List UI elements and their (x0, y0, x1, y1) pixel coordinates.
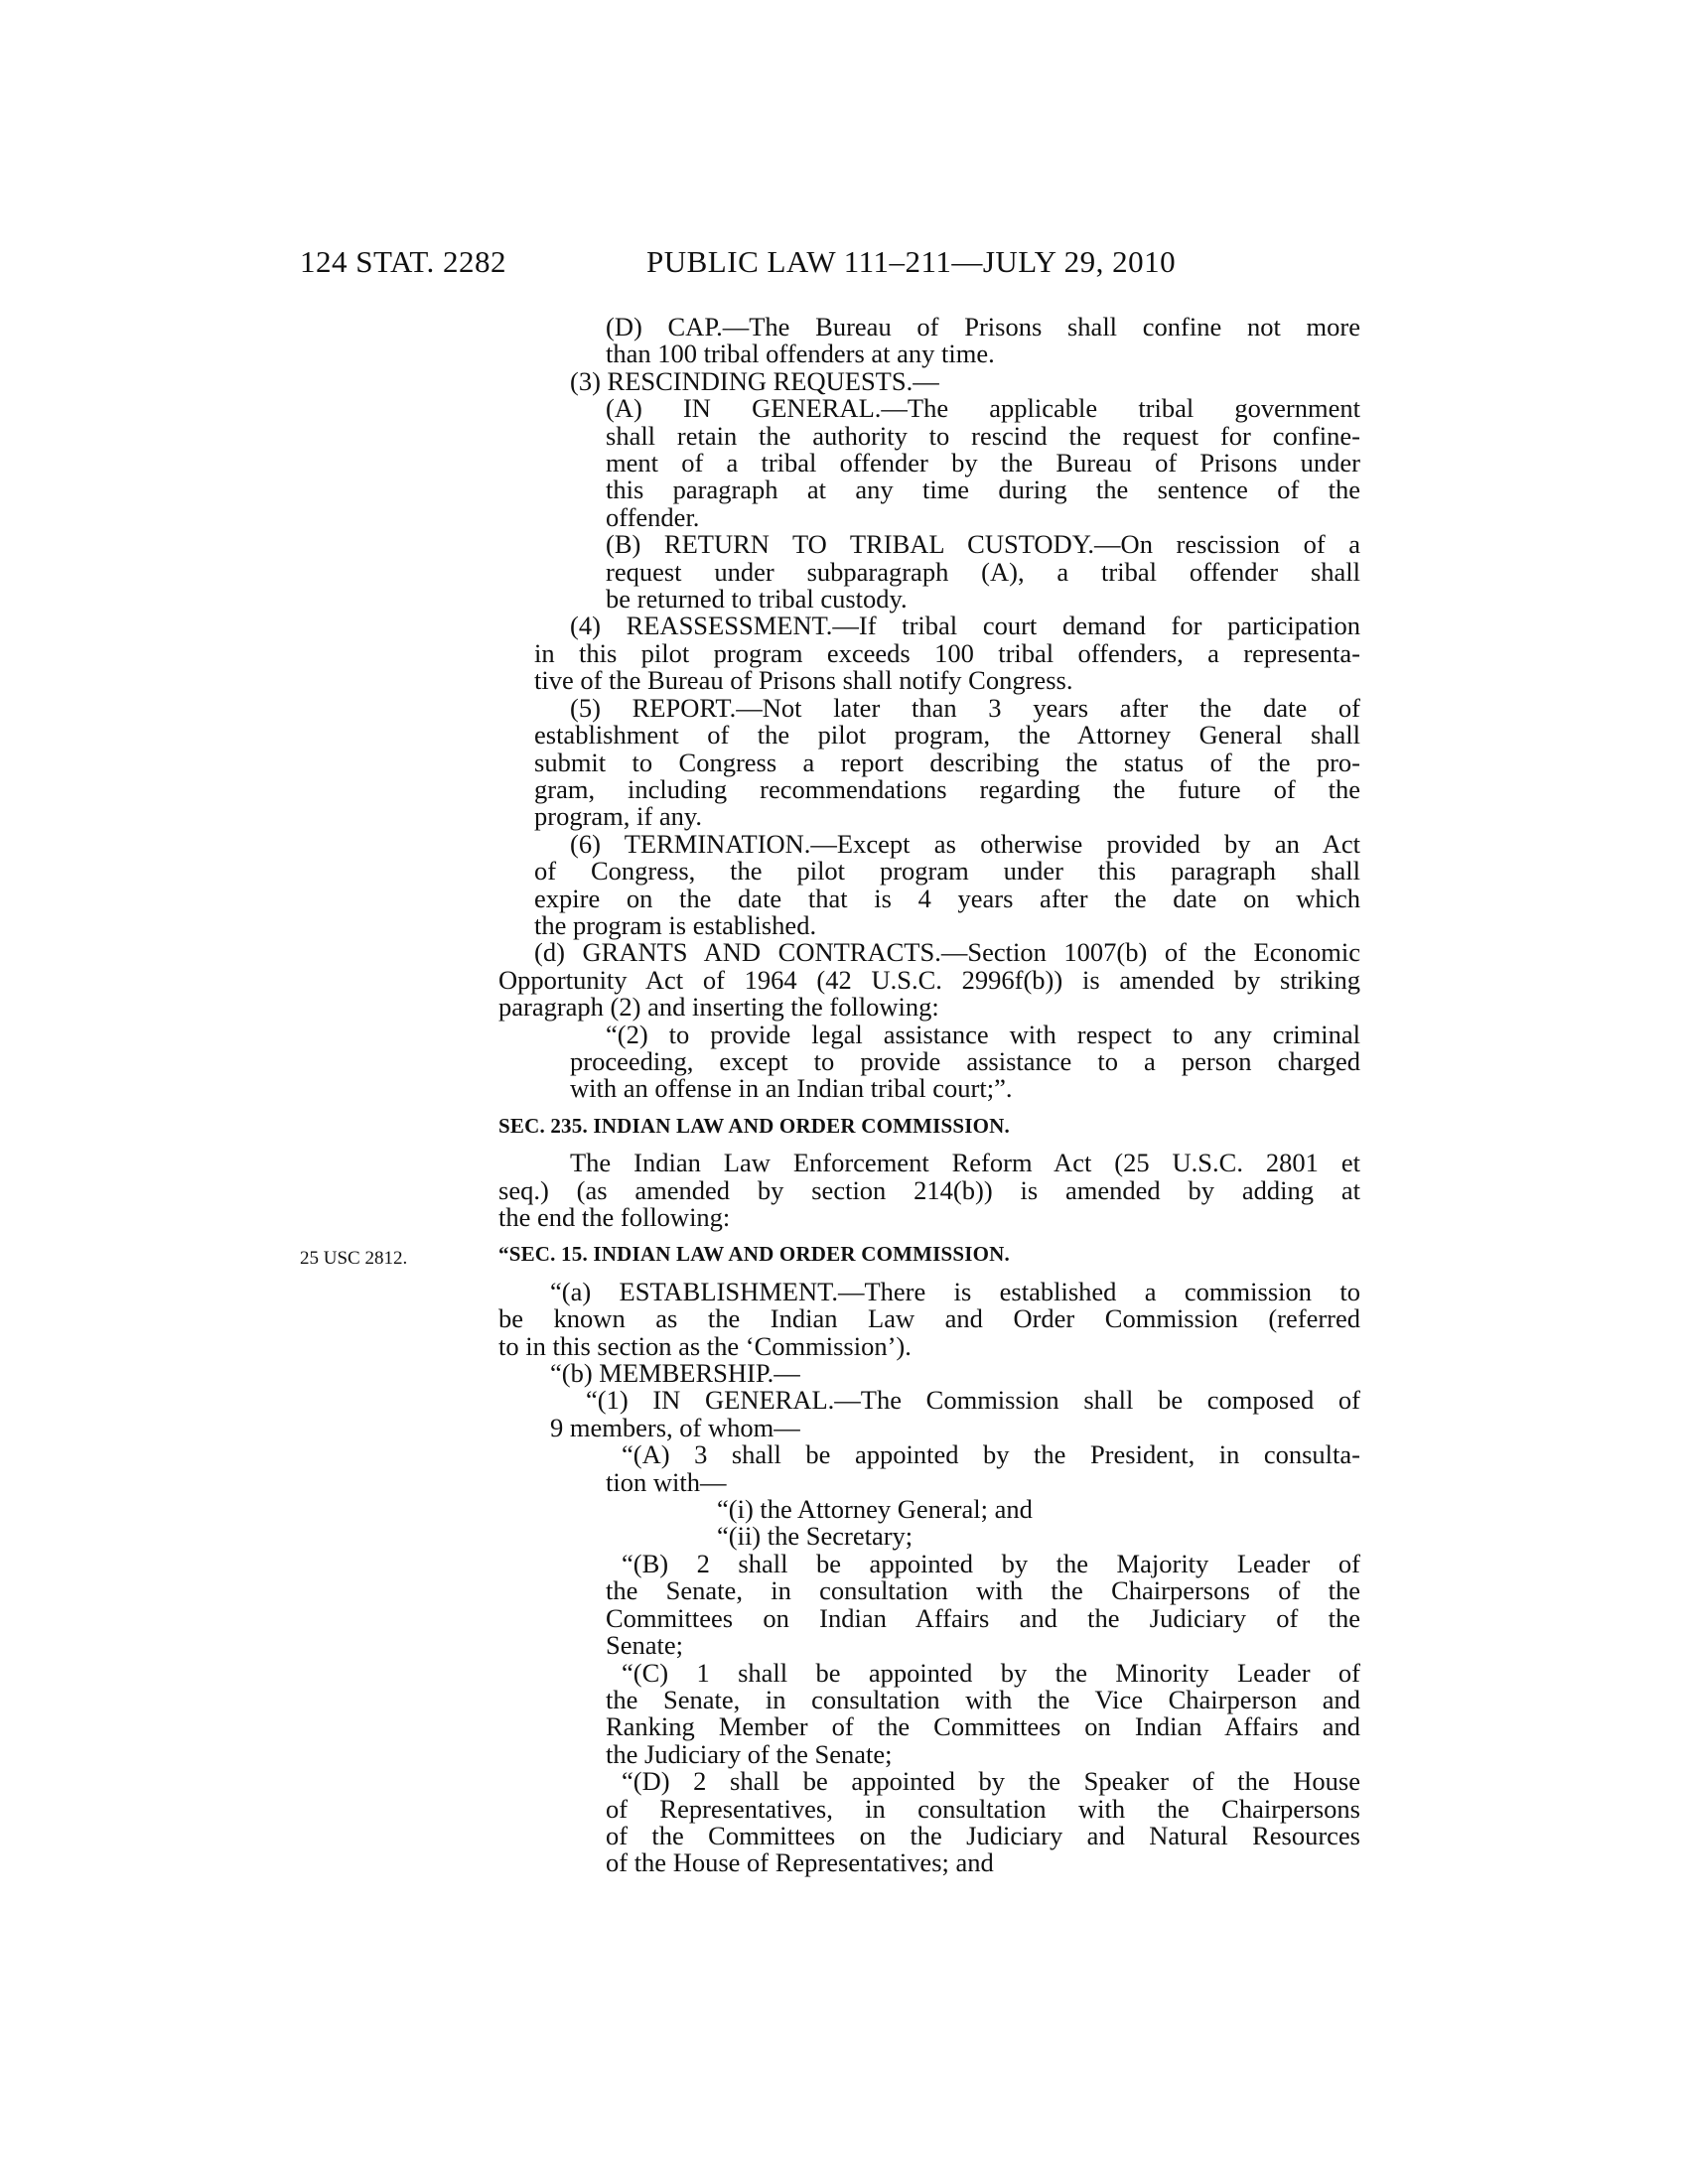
text-line: establishment of the pilot program, the Attorney General shall (534, 720, 1360, 751)
text-line: (3) RESCINDING REQUESTS.— (570, 365, 939, 396)
text-line: “(b) MEMBERSHIP.— (550, 1358, 800, 1389)
text-line: gram, including recommendations regarding the future of the (534, 773, 1360, 804)
text-line: the Senate, in consultation with the Chairpersons of the (606, 1575, 1360, 1606)
text-line: (6) TERMINATION.—Except as otherwise provided by an Act (570, 828, 1360, 859)
text-line: in this pilot program exceeds 100 tribal offenders, a representa- (534, 637, 1360, 668)
text-line: Opportunity Act of 1964 (42 U.S.C. 2996f(b)) is amended by striking (498, 964, 1360, 995)
text-line: of the House of Representatives; and (606, 1847, 994, 1878)
text-line: “(1) IN GENERAL.—The Commission shall be composed of (586, 1385, 1360, 1416)
text-line: the Senate, in consultation with the Vice Chairperson and (606, 1684, 1360, 1714)
text-line: of Representatives, in consultation with the Chairpersons (606, 1793, 1360, 1824)
text-line: (A) IN GENERAL.—The applicable tribal government (606, 393, 1360, 424)
text-line: Ranking Member of the Committees on Indian Affairs and (606, 1711, 1360, 1742)
text-line: (5) REPORT.—Not later than 3 years after the date of (570, 692, 1360, 723)
document-body (498, 314, 1360, 1877)
text-line: the Judiciary of the Senate; (606, 1738, 893, 1769)
margin-citation: 25 USC 2812. (300, 1248, 408, 1269)
text-line: program, if any. (534, 801, 703, 832)
text-line: with an offense in an Indian tribal court;”. (570, 1073, 1013, 1104)
text-line: expire on the date that is 4 years after the date on which (534, 883, 1360, 913)
text-line: the program is established. (534, 909, 817, 940)
inserted-section-heading: “SEC. 15. INDIAN LAW AND ORDER COMMISSION. (498, 1242, 1010, 1267)
text-line: be known as the Indian Law and Order Commission (referred (498, 1303, 1360, 1334)
text-line: “(D) 2 shall be appointed by the Speaker of the House (622, 1766, 1360, 1797)
text-line: 9 members, of whom— (550, 1412, 800, 1442)
text-line: “(i) the Attorney General; and (717, 1494, 1033, 1525)
text-line: “(B) 2 shall be appointed by the Majority Leader of (622, 1548, 1360, 1578)
text-line: paragraph (2) and inserting the following: (498, 992, 939, 1023)
text-line: tive of the Bureau of Prisons shall notify Congress. (534, 665, 1073, 696)
text-line: be returned to tribal custody. (606, 584, 908, 614)
text-line: request under subparagraph (A), a tribal offender shall (606, 556, 1360, 587)
text-line: submit to Congress a report describing the status of the pro- (534, 747, 1360, 777)
text-line: Committees on Indian Affairs and the Judiciary of the (606, 1602, 1360, 1633)
text-line: to in this section as the ‘Commission’). (498, 1330, 912, 1361)
text-line: “(a) ESTABLISHMENT.—There is established a commission to (550, 1276, 1360, 1306)
text-line: The Indian Law Enforcement Reform Act (25 U.S.C. 2801 et (570, 1148, 1360, 1178)
text-line: of the Committees on the Judiciary and Natural Resources (606, 1820, 1360, 1850)
page-header (0, 244, 1688, 288)
text-line: proceeding, except to provide assistance to a person charged (570, 1045, 1360, 1076)
text-line: seq.) (as amended by section 214(b)) is amended by adding at (498, 1174, 1360, 1205)
law-title: PUBLIC LAW 111–211—JULY 29, 2010 (646, 244, 1177, 279)
text-line: “(ii) the Secretary; (717, 1521, 914, 1552)
text-line: “(C) 1 shall be appointed by the Minority Leader of (622, 1657, 1360, 1688)
text-line: (4) REASSESSMENT.—If tribal court demand for participation (570, 611, 1360, 641)
text-line: “(2) to provide legal assistance with respect to any criminal (606, 1019, 1360, 1049)
text-line: the end the following: (498, 1202, 731, 1232)
text-line: (B) RETURN TO TRIBAL CUSTODY.—On rescission of a (606, 529, 1360, 560)
text-line: tion with— (606, 1466, 727, 1497)
text-line: than 100 tribal offenders at any time. (606, 339, 995, 369)
text-line: Senate; (606, 1630, 683, 1661)
text-line: this paragraph at any time during the sentence of the (606, 475, 1360, 505)
text-line: shall retain the authority to rescind the request for confine- (606, 420, 1360, 451)
statute-page-reference: 124 STAT. 2282 (300, 244, 507, 279)
text-line: of Congress, the pilot program under this paragraph shall (534, 856, 1360, 887)
text-line: ment of a tribal offender by the Bureau of Prisons under (606, 448, 1360, 478)
text-line: (D) CAP.—The Bureau of Prisons shall confine not more (606, 312, 1360, 341)
text-line: (d) GRANTS AND CONTRACTS.—Section 1007(b) of the Economic (534, 937, 1360, 968)
section-heading: SEC. 235. INDIAN LAW AND ORDER COMMISSION. (498, 1113, 1010, 1138)
text-line: offender. (606, 501, 700, 532)
text-line: “(A) 3 shall be appointed by the President, in consulta- (622, 1439, 1360, 1470)
